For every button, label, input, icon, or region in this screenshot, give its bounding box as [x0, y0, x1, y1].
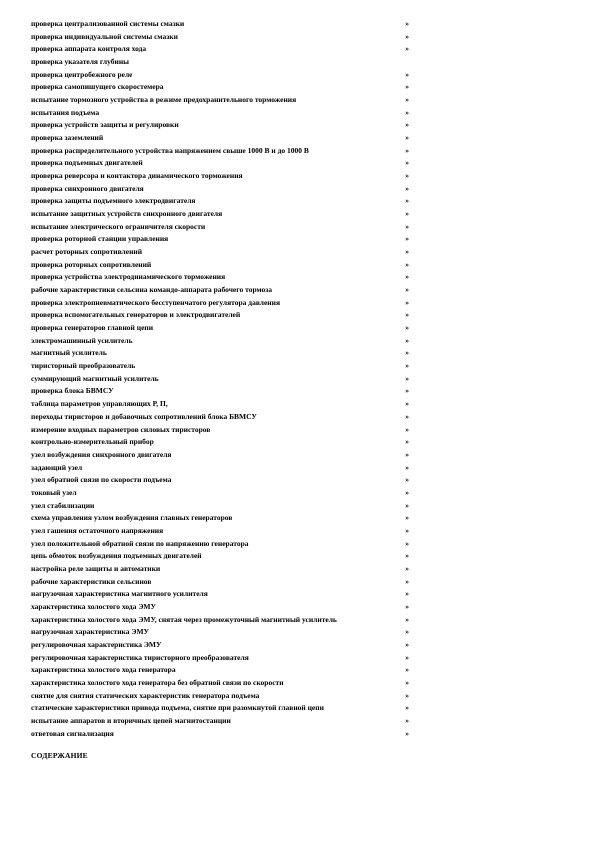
toc-entry-text: испытание электрического ограничителя скорости [31, 221, 206, 231]
toc-page-mark: » [405, 424, 409, 434]
toc-entry-text: характеристика холостого хода ЭМУ, снятая через промежуточный магнитный усилитель [31, 614, 337, 624]
toc-row [31, 271, 409, 284]
toc-page-mark: » [405, 513, 409, 523]
toc-page-mark: » [405, 133, 409, 143]
toc-page-mark: » [405, 335, 409, 345]
toc-page-mark: » [405, 411, 409, 421]
toc-page-mark: » [405, 120, 409, 130]
toc-page-mark: » [405, 627, 409, 637]
toc-row [31, 664, 409, 677]
toc-entry-text: проверка защиты подъемного электродвигателя [31, 196, 196, 206]
toc-row [31, 233, 409, 246]
toc-row [31, 639, 409, 652]
toc-entry-text: снятие для снятия статических характеристик генератора подъема [31, 690, 260, 700]
toc-page-mark: » [405, 310, 409, 320]
toc-page-mark: » [405, 525, 409, 535]
toc-page-mark: » [405, 703, 409, 713]
toc-page-mark: » [405, 551, 409, 561]
toc-entry-text: характеристика холостого хода генератора без обратной связи по скорости [31, 677, 284, 687]
toc-row [31, 145, 409, 158]
toc-page-mark: » [405, 247, 409, 257]
toc-row [31, 81, 409, 94]
toc-row [31, 360, 409, 373]
toc-entry-text: электромашинный усилитель [31, 335, 133, 345]
toc-page-mark: » [405, 19, 409, 28]
toc-entry-text: проверка распределительного устройства напряжением свыше 1000 В и до 1000 В [31, 145, 309, 155]
toc-page-mark: » [405, 82, 409, 92]
toc-row [31, 652, 409, 665]
toc-entry-text: проверка индивидуальной системы смазки [31, 31, 178, 41]
toc-page-mark: » [405, 614, 409, 624]
toc-entry-text: узел положительной обратной связи по напряжению генератора [31, 538, 249, 548]
toc-page-mark: » [405, 259, 409, 269]
toc-row [31, 702, 409, 715]
toc-row [31, 677, 409, 690]
toc-page-mark: » [405, 158, 409, 168]
toc-row [31, 538, 409, 551]
toc-row [31, 449, 409, 462]
toc-entry-text: узел обратной связи по скорости подъема [31, 475, 172, 485]
toc-entry-text: переходы тиристоров и добавочных сопротивлений блока БВМСУ [31, 411, 257, 421]
contents-heading: СОДЕРЖАНИЕ [31, 751, 88, 760]
toc-page-mark: » [405, 348, 409, 358]
toc-row [31, 119, 409, 132]
toc-page-mark: » [405, 652, 409, 662]
toc-page-mark: » [405, 728, 409, 738]
toc-entry-text: узел возбуждения синхронного двигателя [31, 449, 172, 459]
toc-page-mark: » [405, 601, 409, 611]
toc-row [31, 259, 409, 272]
toc-row [31, 157, 409, 170]
toc-row [31, 690, 409, 703]
toc-row [31, 335, 409, 348]
toc-entry-text: проверка вспомогательных генераторов и электродвигателей [31, 310, 241, 320]
toc-page-mark: » [405, 437, 409, 447]
toc-entry-text: измерение входных параметров силовых тиристоров [31, 424, 211, 434]
toc-page-mark: » [405, 221, 409, 231]
toc-page-mark: » [405, 373, 409, 383]
toc-row [31, 626, 409, 639]
toc-row [31, 94, 409, 107]
toc-entry-text: нагрузочная характеристика ЭМУ [31, 627, 150, 637]
toc-entry-text: проверка роторной станции управления [31, 234, 169, 244]
toc-page-mark: » [405, 183, 409, 193]
toc-row [31, 462, 409, 475]
toc-row [31, 601, 409, 614]
toc-row [31, 246, 409, 259]
toc-row [31, 284, 409, 297]
toc-page-mark: » [405, 576, 409, 586]
toc-entry-text: испытание защитных устройств синхронного двигателя [31, 209, 223, 219]
toc-row [31, 309, 409, 322]
toc-entry-text: проверка указателя глубины [31, 57, 130, 67]
toc-page-mark: » [405, 31, 409, 41]
toc-entry-text: проверка синхронного двигателя [31, 183, 144, 193]
toc-entry-text: регулировочная характеристика ЭМУ [31, 639, 162, 649]
toc-row [31, 728, 409, 741]
toc-row [31, 373, 409, 386]
toc-entry-text: магнитный усилитель [31, 348, 107, 358]
toc-entry-text: ответовая сигнализация [31, 728, 114, 738]
toc-page-mark: » [405, 44, 409, 54]
toc-page-mark: » [405, 297, 409, 307]
toc-row [31, 183, 409, 196]
toc-row [31, 715, 409, 728]
toc-entry-text: регулировочная характеристика тиристорного преобразователя [31, 652, 249, 662]
toc-row [31, 322, 409, 335]
toc-page-mark: » [405, 95, 409, 105]
toc-page-mark: » [405, 145, 409, 155]
toc-entry-text: токовый узел [31, 487, 77, 497]
toc-row [31, 18, 409, 31]
toc-entry-text: настройка реле защиты и автоматики [31, 563, 161, 573]
toc-entry-text: проверка реверсора и контактора динамического торможения [31, 171, 243, 181]
toc-row [31, 500, 409, 513]
toc-page-mark: » [405, 272, 409, 282]
toc-page-mark: » [405, 475, 409, 485]
toc-entry-text: проверка устройства электродинамического торможения [31, 272, 226, 282]
toc-row [31, 411, 409, 424]
toc-page-mark: » [405, 107, 409, 117]
toc-entry-text: рабочие характеристики сельсинов [31, 576, 152, 586]
toc-row [31, 170, 409, 183]
toc-entry-text: схема управления узлом возбуждения главных генераторов [31, 513, 233, 523]
toc-page-mark: » [405, 399, 409, 409]
toc-row [31, 487, 409, 500]
toc-row [31, 525, 409, 538]
toc-row [31, 436, 409, 449]
toc-entry-text: суммирующий магнитный усилитель [31, 373, 159, 383]
toc-entry-text: тиристорный преобразователь [31, 361, 136, 371]
toc-page-mark: » [405, 323, 409, 333]
toc-page-mark: » [405, 285, 409, 295]
toc-page-mark: » [405, 196, 409, 206]
toc-page-mark: » [405, 171, 409, 181]
toc-page-mark: » [405, 500, 409, 510]
toc-entry-text: проверка блока БВМСУ [31, 386, 114, 396]
toc-page-mark: » [405, 589, 409, 599]
toc-row [31, 297, 409, 310]
toc-entry-text: статические характеристики привода подъема, снятие при разомкнутой главной цепи [31, 703, 324, 713]
toc-entry-text: проверка аппарата контроля хода [31, 44, 147, 54]
toc-row [31, 69, 409, 82]
toc-entry-text: контрольно-измерительный прибор [31, 437, 154, 447]
toc-row [31, 385, 409, 398]
toc-row [31, 195, 409, 208]
toc-row [31, 424, 409, 437]
toc-row [31, 614, 409, 627]
toc-entry-text: проверка устройств защиты и регулировки [31, 120, 179, 130]
toc-page-mark: » [405, 361, 409, 371]
toc-row [31, 347, 409, 360]
toc-entry-text: таблица параметров управляющих Р, П, [31, 399, 168, 409]
toc-entry-text: рабочие характеристики сельсина командо-аппарата рабочего тормоза [31, 285, 273, 295]
toc-row [31, 31, 409, 44]
toc-page-mark: » [405, 386, 409, 396]
toc-page-mark: » [405, 487, 409, 497]
toc-row [31, 43, 409, 56]
toc-row [31, 550, 409, 563]
toc-entry-text: узел стабилизации [31, 500, 95, 510]
toc-row [31, 576, 409, 589]
toc-row [31, 208, 409, 221]
toc-entry-text: испытание аппаратов и вторичных цепей магнитостанции [31, 715, 231, 725]
toc-entry-text: проверка заземлений [31, 133, 104, 143]
toc-row [31, 588, 409, 601]
toc-page-mark: » [405, 563, 409, 573]
toc-entry-text: проверка самопишущего скоростемера [31, 82, 164, 92]
toc-entry-text: испытания подъема [31, 107, 100, 117]
toc-row [31, 56, 409, 69]
toc-entry-text: проверка роторных сопротивлений [31, 259, 152, 269]
toc-entry-text: проверка генераторов главной цепи [31, 323, 154, 333]
toc-page-mark: » [405, 209, 409, 219]
toc-entry-text: характеристика холостого хода генератора [31, 665, 176, 675]
toc-entry-text: нагрузочная характеристика магнитного усилителя [31, 589, 208, 599]
toc-page-mark: » [405, 462, 409, 472]
toc-row [31, 221, 409, 234]
toc-entry-text: расчет роторных сопротивлений [31, 247, 143, 257]
toc-page-mark: » [405, 690, 409, 700]
toc-row [31, 132, 409, 145]
toc-entry-text: проверка центробежного реле [31, 69, 133, 79]
toc-page-mark: » [405, 69, 409, 79]
toc-page-mark: » [405, 234, 409, 244]
toc-row [31, 563, 409, 576]
toc-page-mark: » [405, 449, 409, 459]
toc-row [31, 512, 409, 525]
table-of-contents [31, 18, 409, 740]
toc-entry-text: задающий узел [31, 462, 83, 472]
toc-entry-text: характеристика холостого хода ЭМУ [31, 601, 156, 611]
toc-row [31, 107, 409, 120]
toc-page-mark: » [405, 715, 409, 725]
toc-entry-text: узел гашения остаточного напряжения [31, 525, 164, 535]
toc-entry-text: проверка электропневматического бесступенчатого регулятора давления [31, 297, 281, 307]
toc-entry-text: проверка централизованной системы смазки [31, 19, 185, 28]
toc-page-mark: » [405, 677, 409, 687]
toc-page-mark: » [405, 538, 409, 548]
toc-page-mark: » [405, 665, 409, 675]
toc-entry-text: цепь обмоток возбуждения подъемных двигателей [31, 551, 202, 561]
toc-entry-text: проверка подъемных двигателей [31, 158, 143, 168]
toc-page-mark: » [405, 639, 409, 649]
toc-entry-text: испытание тормозного устройства в режиме предохранительного торможения [31, 95, 297, 105]
toc-row [31, 398, 409, 411]
toc-row [31, 474, 409, 487]
